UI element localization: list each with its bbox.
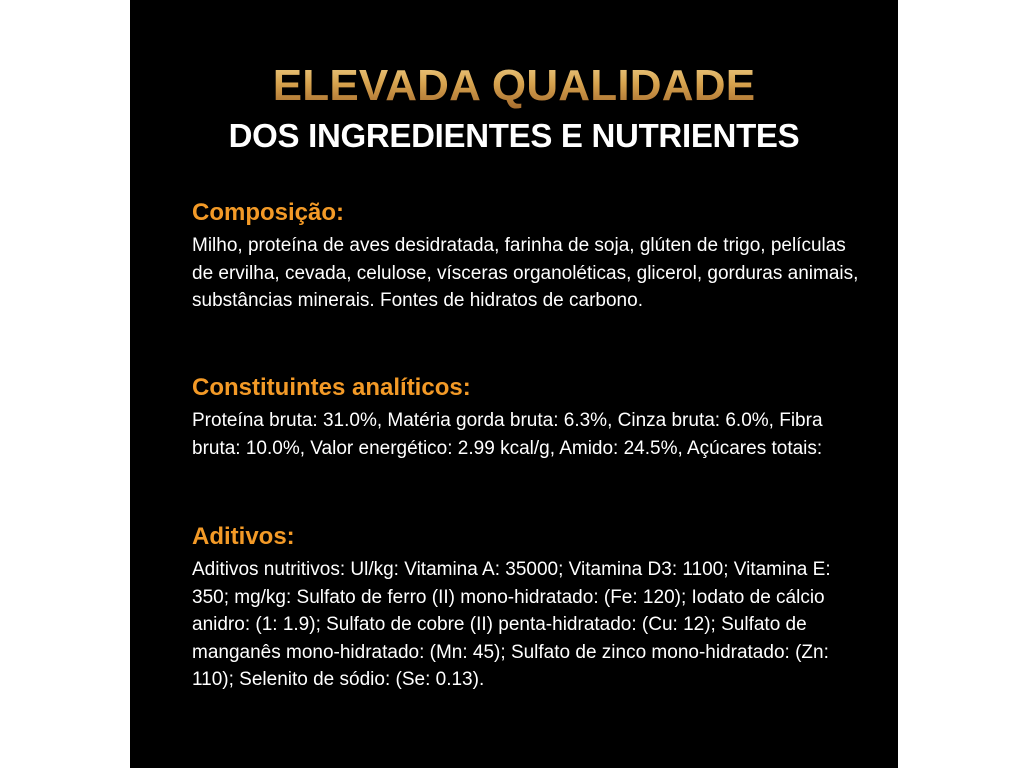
page-title: ELEVADA QUALIDADE bbox=[130, 60, 898, 112]
product-info-panel bbox=[130, 0, 898, 768]
analytical-constituents-text: Proteína bruta: 31.0%, Matéria gorda bruta: 6.3%, Cinza bruta: 6.0%, Fibra bruta: 10.0%, Valor energético: 2.99 kcal/g, Amido: 24.5%, Açúcares totais: bbox=[192, 410, 823, 459]
composition-section bbox=[192, 198, 872, 315]
page-subtitle: DOS INGREDIENTES E NUTRIENTES bbox=[228, 117, 800, 154]
additives-heading: Aditivos: bbox=[192, 523, 295, 550]
composition-text: Milho, proteína de aves desidratada, farinha de soja, glúten de trigo, películas de ervilha, cevada, celulose, vísceras organoléticas, glicerol, gorduras animais, substâncias minerais. Fontes de hidratos de carbono. bbox=[192, 235, 859, 311]
analytical-constituents-section bbox=[192, 373, 872, 462]
composition-heading: Composição: bbox=[192, 199, 345, 226]
additives-section bbox=[192, 522, 872, 694]
analytical-constituents-heading: Constituintes analíticos: bbox=[192, 374, 471, 401]
additives-text: Aditivos nutritivos: Ul/kg: Vitamina A: 35000; Vitamina D3: 1100; Vitamina E: 350; mg/kg: Sulfato de ferro (II) mono-hidratado: (Fe: 120); Iodato de cálcio anidro: (1: 1.9); Sulfato de cobre (II) penta-hidratado: (Cu: 12); Sulfato de manganês mono-hidratado: (Mn: 45); Sulfato de zinco mono-hidratado: (Zn: 110); Selenito de sódio: (Se: 0.13). bbox=[192, 559, 831, 690]
